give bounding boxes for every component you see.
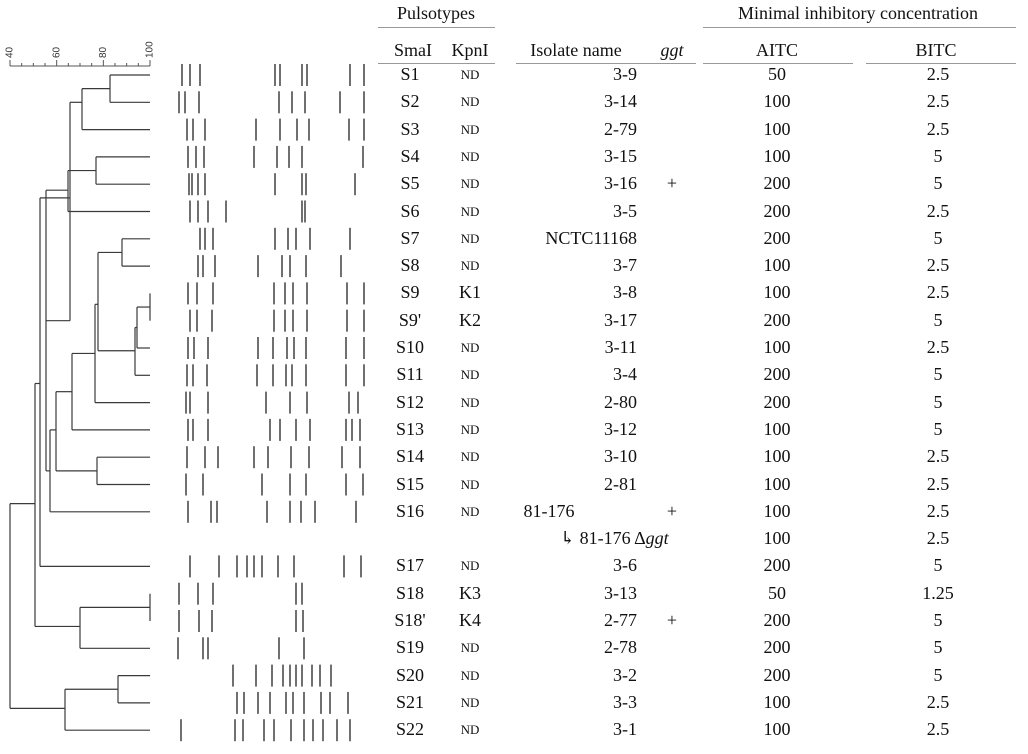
smai-cell: S19 [395, 637, 425, 658]
aitc-cell: 200 [763, 364, 791, 385]
kpni-cell: ND [460, 94, 480, 110]
aitc-cell: 100 [763, 91, 791, 112]
bitc-cell: 2.5 [926, 691, 950, 712]
smai-cell: S18' [394, 610, 426, 630]
bitc-cell: 5 [933, 309, 943, 330]
bitc-cell: 5 [933, 418, 943, 439]
derived-arrow-icon: ↳ [560, 528, 580, 549]
aitc-cell: 200 [763, 391, 791, 412]
bitc-cell: 5 [933, 173, 943, 194]
kpni-cell: K2 [459, 309, 481, 330]
isolate-cell: 3-10 [604, 446, 637, 467]
aitc-cell: 200 [763, 610, 791, 630]
kpni-header: KpnI [451, 40, 489, 60]
smai-cell: S3 [400, 118, 420, 139]
smai-cell: S13 [395, 418, 425, 439]
bitc-cell: 2.5 [926, 118, 950, 139]
smai-cell: S4 [400, 145, 420, 166]
kpni-cell: ND [460, 558, 480, 574]
aitc-cell: 200 [763, 309, 791, 330]
aitc-cell: 100 [763, 255, 791, 276]
aitc-cell: 50 [768, 582, 786, 603]
isolate-cell: 2-80 [604, 391, 637, 412]
scale-tick-label: 80 [97, 46, 109, 58]
kpni-cell: ND [460, 258, 480, 274]
bitc-cell: 2.5 [926, 337, 950, 357]
isolate-cell: 3-11 [604, 337, 637, 357]
subheader-line-pulsotypes [378, 63, 495, 64]
aitc-cell: 200 [763, 227, 791, 248]
aitc-cell: 200 [763, 200, 791, 221]
bitc-cell: 2.5 [926, 255, 950, 276]
bitc-cell: 2.5 [926, 528, 950, 549]
isolate-cell: 3-5 [613, 200, 637, 221]
aitc-cell: 100 [763, 418, 791, 439]
aitc-cell: 100 [763, 118, 791, 139]
bitc-cell: 2.5 [926, 719, 950, 740]
kpni-cell: ND [460, 476, 480, 492]
kpni-cell: ND [460, 230, 480, 246]
isolate-cell: 3-16 [604, 173, 637, 194]
aitc-cell: 100 [763, 282, 791, 303]
isolate-cell: 3-14 [604, 91, 637, 112]
bitc-cell: 5 [933, 145, 943, 166]
aitc-cell: 100 [763, 528, 791, 549]
smai-cell: S22 [395, 719, 425, 740]
smai-cell: S6 [400, 200, 420, 221]
smai-cell: S5 [400, 173, 420, 194]
isolate-cell: 3-13 [604, 582, 637, 603]
isolate-cell: 3-8 [613, 282, 637, 303]
ggt-cell: + [666, 610, 678, 630]
isolate-cell: 2-78 [604, 637, 637, 658]
isolate-cell: 3-15 [604, 145, 637, 166]
aitc-cell: 200 [763, 555, 791, 576]
kpni-cell: ND [460, 340, 480, 355]
smai-cell: S17 [395, 555, 425, 576]
bitc-cell: 5 [933, 664, 943, 685]
smai-cell: S2 [400, 91, 420, 112]
isolate-cell: ↳ 81-176 Δggt [560, 528, 669, 549]
kpni-cell: ND [460, 449, 480, 465]
scale-tick-label: 60 [51, 46, 63, 58]
smai-cell: S8 [400, 255, 420, 276]
kpni-cell: K4 [459, 610, 481, 630]
bitc-cell: 5 [933, 610, 943, 630]
smai-cell: S20 [395, 664, 425, 685]
aitc-cell: 100 [763, 691, 791, 712]
subheader-line-bitc [866, 63, 1016, 64]
scale-tick-label: 40 [4, 46, 16, 58]
subheader-line-isolate [516, 63, 696, 64]
isolate-cell: 3-2 [613, 664, 637, 685]
aitc-cell: 200 [763, 173, 791, 194]
smai-cell: S18 [395, 582, 425, 603]
aitc-cell: 100 [763, 719, 791, 740]
ggt-header: ggt [660, 40, 684, 60]
isolate-header: Isolate name [530, 40, 622, 60]
kpni-cell: ND [460, 694, 480, 710]
bitc-cell: 5 [933, 364, 943, 385]
smai-cell: S10 [395, 337, 425, 357]
smai-cell: S16 [395, 500, 425, 521]
isolate-cell: 3-7 [613, 255, 637, 276]
bitc-cell: 2.5 [926, 500, 950, 521]
aitc-cell: 50 [768, 64, 786, 84]
bitc-cell: 2.5 [926, 473, 950, 494]
bitc-cell: 5 [933, 555, 943, 576]
bitc-cell: 2.5 [926, 446, 950, 467]
bitc-cell: 2.5 [926, 282, 950, 303]
kpni-cell: ND [460, 203, 480, 219]
kpni-cell: ND [460, 722, 480, 738]
kpni-cell: K1 [459, 282, 481, 303]
aitc-cell: 100 [763, 446, 791, 467]
isolate-cell: 2-81 [604, 473, 637, 494]
aitc-cell: 100 [763, 145, 791, 166]
bitc-header: BITC [915, 40, 957, 60]
kpni-cell: ND [460, 640, 480, 656]
bitc-cell: 2.5 [926, 200, 950, 221]
bitc-cell: 1.25 [922, 582, 954, 603]
smai-cell: S7 [400, 227, 420, 248]
aitc-cell: 100 [763, 473, 791, 494]
smai-header: SmaI [394, 40, 432, 60]
ggt-cell: + [666, 500, 678, 521]
kpni-cell: ND [460, 394, 480, 410]
isolate-cell: 3-17 [604, 309, 637, 330]
smai-cell: S11 [396, 364, 424, 385]
pulsotypes-header: Pulsotypes [396, 3, 476, 23]
isolate-cell: 2-77 [604, 610, 637, 630]
kpni-cell: ND [460, 121, 480, 137]
bitc-cell: 2.5 [926, 64, 950, 84]
pulsotypes-underline [378, 27, 495, 28]
bitc-cell: 5 [933, 391, 943, 412]
kpni-cell: ND [460, 176, 480, 192]
isolate-cell: 3-4 [613, 364, 637, 385]
kpni-cell: K3 [459, 582, 481, 603]
kpni-cell: ND [460, 148, 480, 164]
smai-cell: S14 [395, 446, 425, 467]
smai-cell: S15 [395, 473, 425, 494]
isolate-cell: 2-79 [604, 118, 637, 139]
ggt-cell: + [666, 173, 678, 194]
aitc-cell: 100 [763, 500, 791, 521]
kpni-cell: ND [460, 67, 480, 82]
kpni-cell: ND [460, 667, 480, 683]
isolate-cell: 3-3 [613, 691, 637, 712]
smai-cell: S9 [400, 282, 420, 303]
smai-cell: S12 [395, 391, 425, 412]
aitc-cell: 200 [763, 637, 791, 658]
bitc-cell: 5 [933, 637, 943, 658]
kpni-cell: ND [460, 421, 480, 437]
smai-cell: S9' [398, 309, 422, 330]
bitc-cell: 5 [933, 227, 943, 248]
bitc-cell: 2.5 [926, 91, 950, 112]
isolate-cell: 3-12 [604, 418, 637, 439]
scale-tick-label: 100 [144, 41, 156, 58]
isolate-cell: NCTC11168 [545, 227, 637, 248]
subheader-line-aitc [703, 63, 853, 64]
isolate-cell: 3-1 [613, 719, 637, 740]
mic-header: Minimal inhibitory concentration [738, 3, 978, 23]
isolate-cell: 81-176 [523, 500, 575, 521]
aitc-header: AITC [756, 40, 798, 60]
smai-cell: S1 [400, 64, 420, 84]
kpni-cell: ND [460, 367, 480, 383]
aitc-cell: 100 [763, 337, 791, 357]
isolate-cell: 3-6 [613, 555, 637, 576]
mic-underline [703, 27, 1016, 28]
kpni-cell: ND [460, 503, 480, 519]
aitc-cell: 200 [763, 664, 791, 685]
isolate-cell: 3-9 [613, 64, 637, 84]
smai-cell: S21 [395, 691, 425, 712]
